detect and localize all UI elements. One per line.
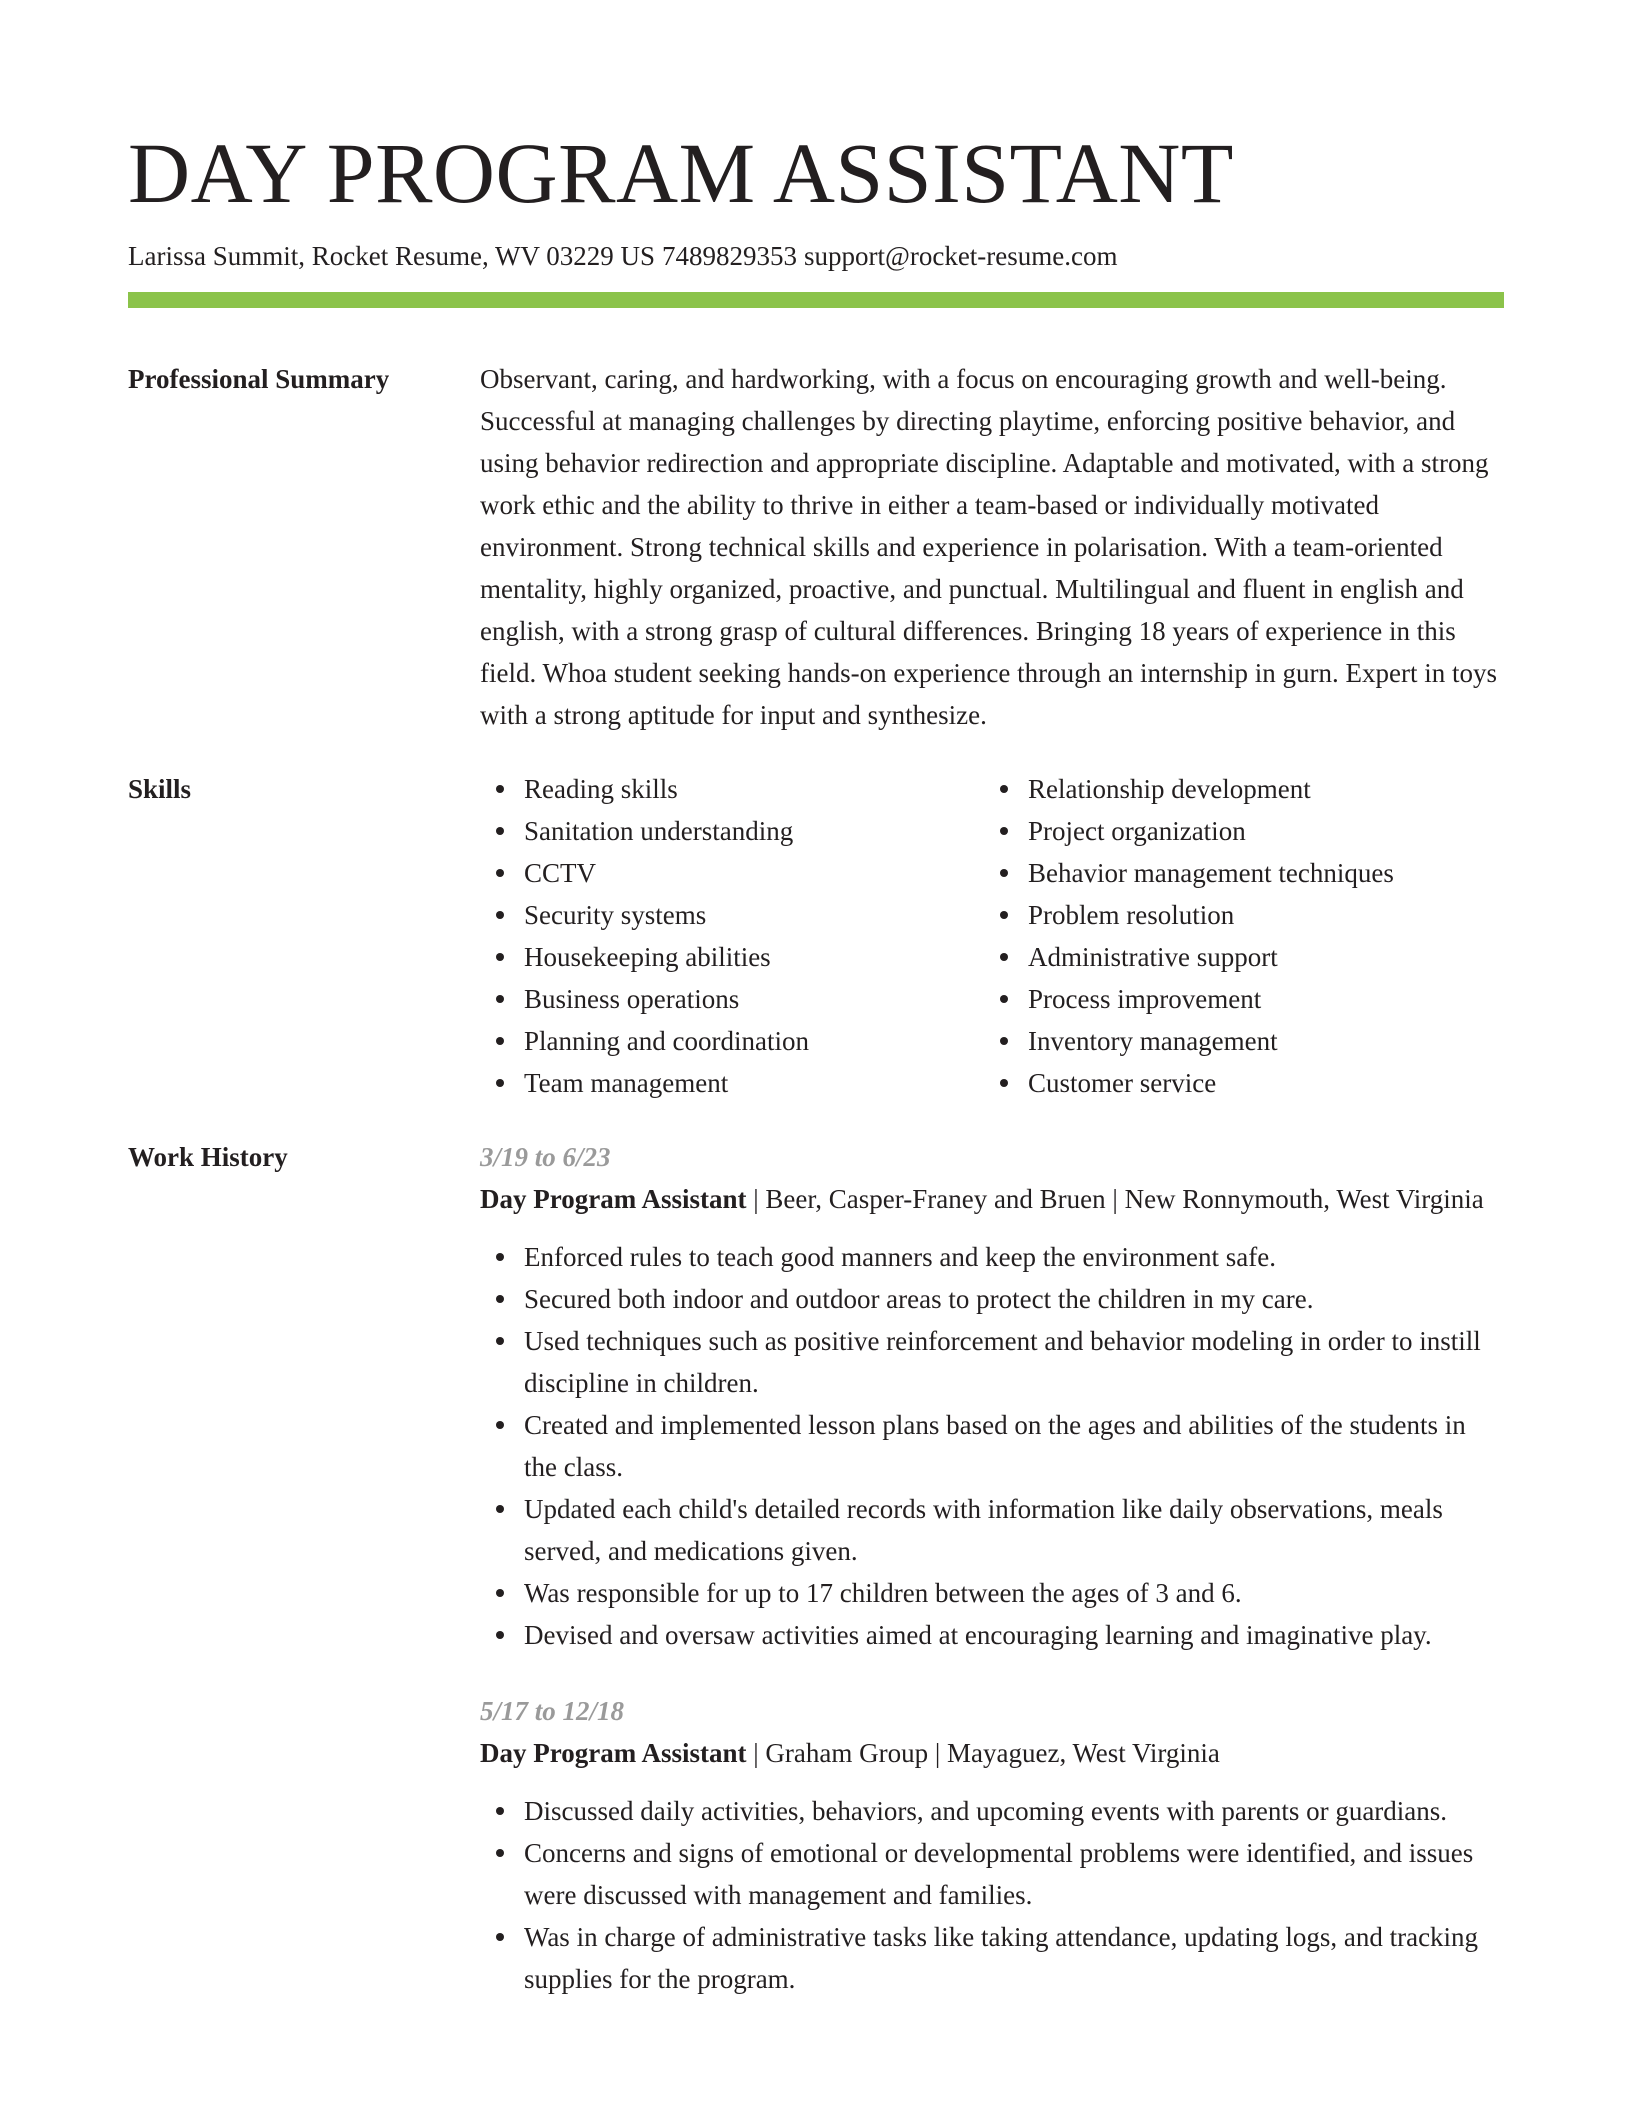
job-dates: 3/19 to 6/23: [480, 1142, 611, 1172]
skill-item: Problem resolution: [1028, 894, 1488, 936]
skill-item: Customer service: [1028, 1062, 1488, 1104]
accent-divider: [128, 292, 1504, 308]
job-details: | Beer, Casper-Franey and Bruen | New Ronnymouth, West Virginia: [746, 1184, 1484, 1214]
resume-title: DAY PROGRAM ASSISTANT: [128, 125, 1234, 221]
section-title-skills: Skills: [128, 774, 192, 804]
skill-item: Sanitation understanding: [524, 810, 984, 852]
job-bullet: Was in charge of administrative tasks like taking attendance, updating logs, and tracking supplies for the program.: [524, 1916, 1504, 2000]
job-dates: 5/17 to 12/18: [480, 1696, 625, 1726]
job-entry: [480, 1136, 1504, 1656]
job-title: Day Program Assistant: [480, 1184, 747, 1214]
summary-text: Observant, caring, and hardworking, with a focus on encouraging growth and well-being. Successful at managing challenges by directing playtime, enforcing positive behavior, and using behavior redirection and appropriate discipline. Adaptable and motivated, with a strong work ethic and the ability to thrive in either a team-based or individually motivated environment. Strong technical skills and experience in polarisation. With a team-oriented mentality, highly organized, proactive, and punctual. Multilingual and fluent in english and english, with a strong grasp of cultural differences. Bringing 18 years of experience in this field. Whoa student seeking hands-on experience through an internship in gurn. Expert in toys with a strong aptitude for input and synthesize.: [480, 364, 1498, 730]
skill-item: Relationship development: [1028, 768, 1488, 810]
job-bullet: Secured both indoor and outdoor areas to protect the children in my care.: [524, 1278, 1504, 1320]
skills-body: [480, 768, 1504, 1104]
skill-item: Team management: [524, 1062, 984, 1104]
job-bullet: Discussed daily activities, behaviors, and upcoming events with parents or guardians.: [524, 1790, 1504, 1832]
summary-section: [128, 358, 1504, 736]
skill-item: Administrative support: [1028, 936, 1488, 978]
skill-item: CCTV: [524, 852, 984, 894]
skill-item: Process improvement: [1028, 978, 1488, 1020]
job-bullets: [480, 1790, 1504, 2000]
contact-line: [128, 238, 1504, 274]
skills-section: [128, 768, 1504, 1104]
job-title: Day Program Assistant: [480, 1738, 747, 1768]
work-history-body: [480, 1136, 1504, 2000]
job-bullet: Devised and oversaw activities aimed at encouraging learning and imaginative play.: [524, 1614, 1504, 1656]
skill-item: Project organization: [1028, 810, 1488, 852]
contact-phone: 7489829353: [661, 241, 797, 271]
section-title-work-history: Work History: [128, 1142, 288, 1172]
section-title-summary: Professional Summary: [128, 364, 390, 394]
skill-item: Planning and coordination: [524, 1020, 984, 1062]
contact-email: support@rocket-resume.com: [803, 241, 1118, 271]
job-bullet: Created and implemented lesson plans based on the ages and abilities of the students in the class.: [524, 1404, 1504, 1488]
skill-item: Reading skills: [524, 768, 984, 810]
job-bullet: Was responsible for up to 17 children between the ages of 3 and 6.: [524, 1572, 1504, 1614]
job-heading: [480, 1732, 1504, 1774]
job-bullets: [480, 1236, 1504, 1656]
job-bullet: Concerns and signs of emotional or developmental problems were identified, and issues were discussed with management and families.: [524, 1832, 1504, 1916]
job-bullet: Enforced rules to teach good manners and keep the environment safe.: [524, 1236, 1504, 1278]
skill-item: Housekeeping abilities: [524, 936, 984, 978]
skill-item: Security systems: [524, 894, 984, 936]
resume-page: [128, 118, 1504, 2000]
job-entry: [480, 1690, 1504, 2000]
skills-list-left: [480, 768, 984, 1104]
skill-item: Behavior management techniques: [1028, 852, 1488, 894]
job-heading: [480, 1178, 1504, 1220]
skill-item: Business operations: [524, 978, 984, 1020]
skills-list-right: [984, 768, 1488, 1104]
work-history-section: [128, 1136, 1504, 2000]
contact-address: Larissa Summit, Rocket Resume, WV 03229 US: [128, 241, 655, 271]
skills-grid: [480, 768, 1504, 1104]
job-details: | Graham Group | Mayaguez, West Virginia: [746, 1738, 1220, 1768]
skill-item: Inventory management: [1028, 1020, 1488, 1062]
job-bullet: Updated each child's detailed records with information like daily observations, meals served, and medications given.: [524, 1488, 1504, 1572]
job-bullet: Used techniques such as positive reinforcement and behavior modeling in order to instill discipline in children.: [524, 1320, 1504, 1404]
